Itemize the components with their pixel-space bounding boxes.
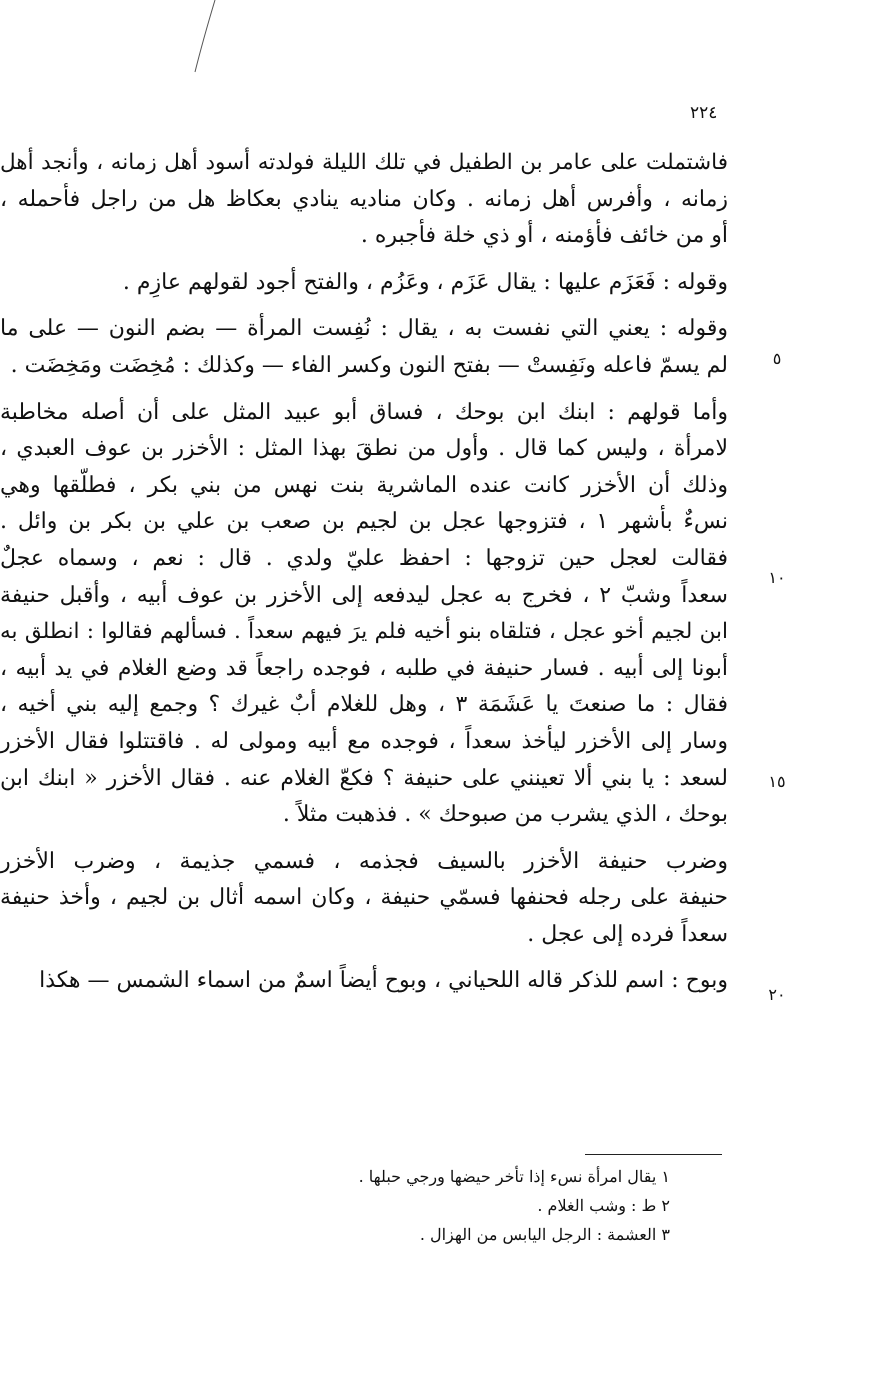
text-line: وضرب حنيفة الأخزر بالسيف فجذمه ، فسمي جذيمة ، وضرب الأخزر xyxy=(0,848,728,874)
text-line: سعداً فرده إلى عجل . xyxy=(527,921,728,947)
footnote-3: ٣ العشمة : الرجل اليابس من الهزال . xyxy=(419,1225,670,1244)
line-number-5: ٥ xyxy=(772,349,782,368)
main-text xyxy=(0,145,728,1000)
text-line: وذلك أن الأخزر كانت عنده الماشرية بنت نهس من بني بكر ، فطلّقها وهي xyxy=(0,472,728,498)
footnote-separator xyxy=(585,1154,722,1155)
page-number: ٢٢٤ xyxy=(690,103,718,123)
text-line: أبونا إلى أبيه . فسار حنيفة في طلبه ، فوجده راجعاً قد وضع الغلام في يد أبيه ، xyxy=(0,655,728,681)
text-line: فاشتملت على عامر بن الطفيل في تلك الليلة فولدته أسود أهل زمانه ، وأنجد أهل xyxy=(0,150,728,175)
line-number-15: ١٥ xyxy=(768,772,786,791)
text-line: فقال : ما صنعتَ يا عَشَمَة ٣ ، وهل للغلام أبٌ غيرك ؟ وجمع إليه بني أخيه ، xyxy=(0,692,728,718)
line-number-20: ٢٠ xyxy=(768,985,786,1004)
paragraph xyxy=(0,311,728,384)
text-line: فقالت لعجل حين تزوجها : احفظ عليّ ولدي . قال : نعم ، وسماه عجلٌ xyxy=(0,545,728,571)
text-line: لم يسمّ فاعله ونَفِستْ — بفتح النون وكسر الفاء — وكذلك : مُخِضَت ومَخِضَت . xyxy=(10,352,728,378)
line-number-10: ١٠ xyxy=(768,568,786,587)
text-line: زمانه ، وأفرس أهل زمانه . وكان مناديه ينادي بعكاظ هل من راجل فأحمله ، xyxy=(0,186,728,212)
paragraph xyxy=(0,145,728,255)
text-line: وسار إلى الأخزر ليأخذ سعداً ، فوجده مع أبيه ومولى له . فاقتتلوا فقال الأخزر xyxy=(0,728,728,754)
footnote-2: ٢ ط : وشب الغلام . xyxy=(537,1196,670,1215)
text-line: حنيفة على رجله فحنفها فسمّي حنيفة ، وكان اسمه أثال بن لجيم ، وأخذ حنيفة xyxy=(0,885,728,911)
paragraph xyxy=(0,395,728,834)
stray-pen-mark xyxy=(185,0,225,75)
text-line: أو من خائف فأؤمنه ، أو ذي خلة فأجبره . xyxy=(360,223,728,249)
paragraph xyxy=(0,963,728,1000)
text-line: وبوح : اسم للذكر قاله اللحياني ، وبوح أيضاً اسمٌ من اسماء الشمس — هكذا xyxy=(39,968,728,994)
text-line: لامرأة ، وليس كما قال . وأول من نطقَ بهذا المثل : الأخزر بن عوف العبدي ، xyxy=(0,436,728,462)
text-line: وقوله : يعني التي نفست به ، يقال : نُفِست المرأة — بضم النون — على ما xyxy=(0,316,728,342)
footnotes xyxy=(260,1162,670,1249)
text-line: نسءٌ بأشهر ١ ، فتزوجها عجل بن لجيم بن صعب بن علي بن بكر بن وائل . xyxy=(0,509,728,535)
text-line: سعداً وشبّ ٢ ، فخرج به عجل ليدفعه إلى الأخزر بن عوف أبيه ، وأقبل حنيفة xyxy=(0,582,728,608)
text-line: ابن لجيم أخو عجل ، فتلقاه بنو أخيه فلم يرَ فيهم سعداً . فسألهم فقالوا : انطلق به xyxy=(0,619,728,645)
paragraph xyxy=(0,265,728,302)
paragraph xyxy=(0,844,728,954)
text-line: وأما قولهم : ابنك ابن بوحك ، فساق أبو عبيد المثل على أن أصله مخاطبة xyxy=(0,399,728,425)
text-line: وقوله : فَعَزَم عليها : يقال عَزَم ، وعَزُم ، والفتح أجود لقولهم عازِم . xyxy=(122,269,728,295)
text-line: لسعد : يا بني ألا تعينني على حنيفة ؟ فكعّ الغلام عنه . فقال الأخزر « ابنك ابن xyxy=(0,765,728,791)
text-line: بوحك ، الذي يشرب من صبوحك » . فذهبت مثلاً . xyxy=(282,802,728,828)
footnote-1: ١ يقال امرأة نسء إذا تأخر حيضها ورجي حبلها . xyxy=(358,1167,670,1186)
